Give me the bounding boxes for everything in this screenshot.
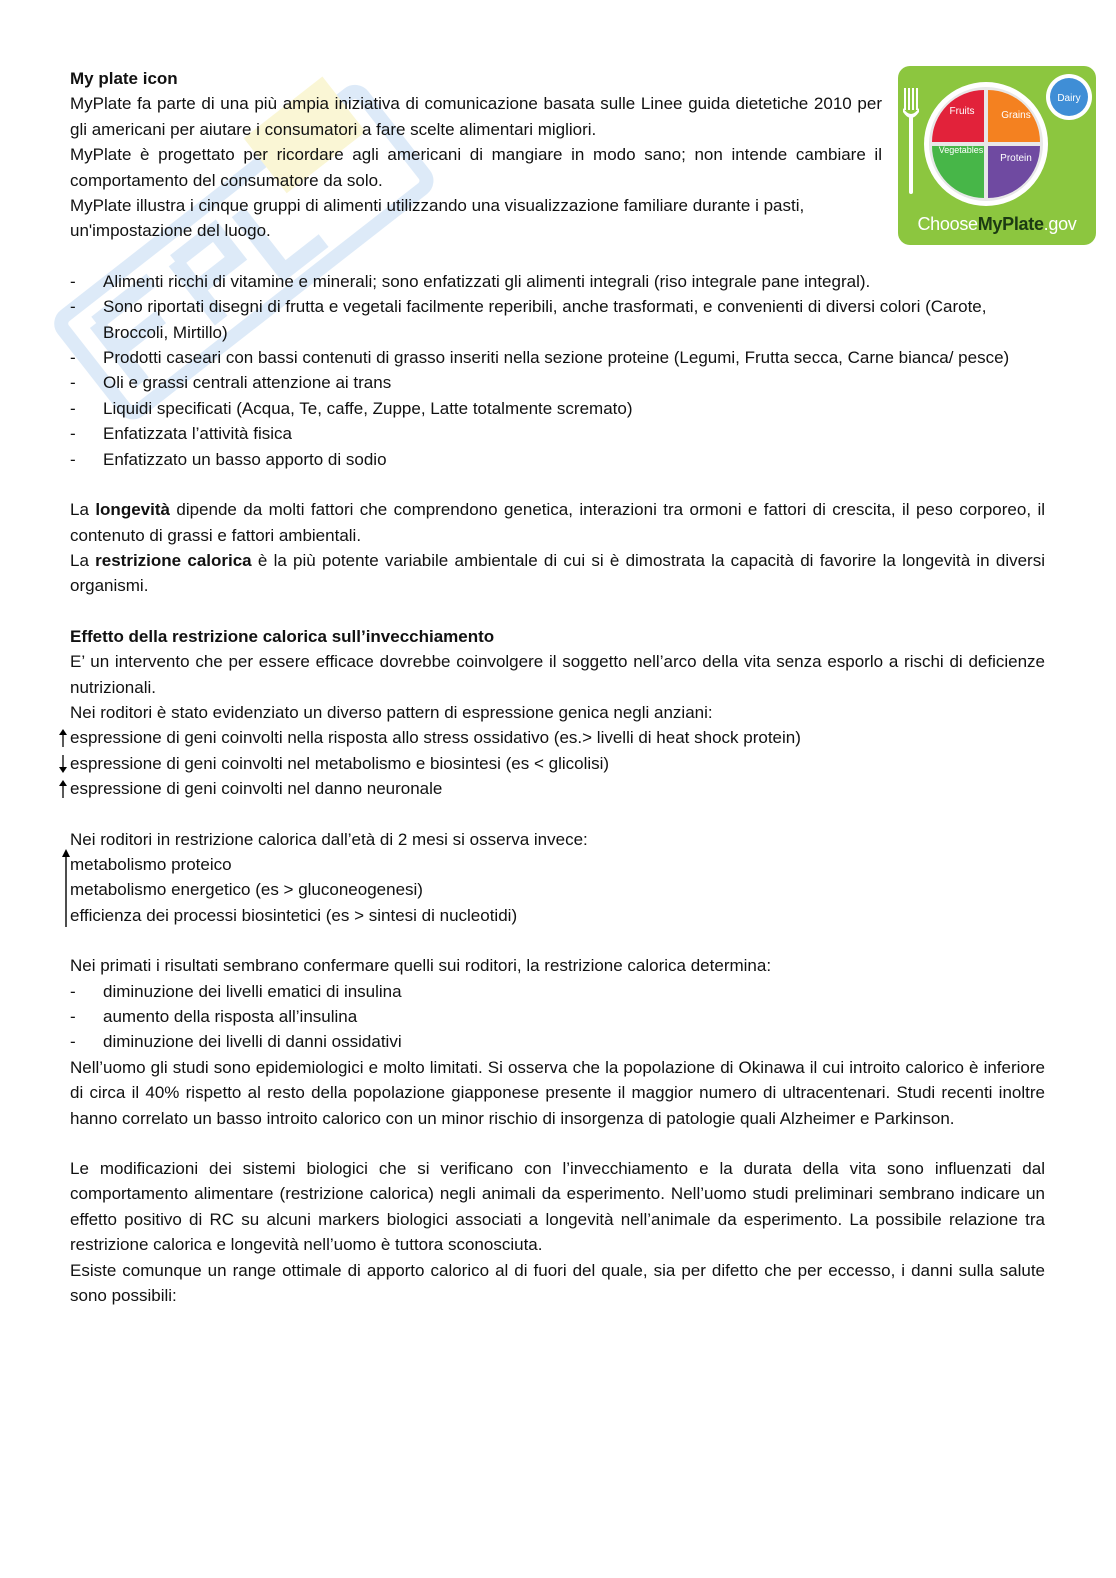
fruits-label: Fruits [949, 106, 975, 117]
rc-effect-item: efficienza dei processi biosintetici (es > sintesi di nucleotidi) [70, 905, 518, 925]
paragraph: E’ un intervento che per essere efficace dovrebbe coinvolgere il soggetto nell’arco della vita senza esporlo a rischi di deficienze nutrizionali. [70, 652, 1045, 697]
caloric-restriction-paragraph: La restrizione calorica è la più potente variabile ambientale di cui si è dimostrata la capacità di favorire la longevità in diversi organismi. [70, 550, 1045, 596]
paragraph: Nei primati i risultati sembrano confermare quelli sui roditori, la restrizione calorica determina: [70, 956, 772, 976]
list-item: - Liquidi specificati (Acqua, Te, caffe, Zuppe, Latte totalmente scremato) [70, 396, 1045, 421]
myplate-graphic [898, 66, 1096, 216]
arrow-up-icon [58, 779, 68, 799]
list-item: - Prodotti caseari con bassi contenuti di grasso inseriti nella sezione proteine (Legumi, Frutta secca, Carne bianca/ pesce) [70, 345, 1045, 370]
primates-list [70, 979, 1045, 1055]
intro-paragraph: MyPlate illustra i cinque gruppi di alimenti utilizzando una visualizzazione familiare durante i pasti, un'impostazione del luogo. [70, 196, 805, 241]
longevity-paragraph: La longevità dipende da molti fattori che comprendono genetica, interazioni tra ormoni e fattori di crescita, il peso corporeo, il contenuto di grassi e fattori ambientali. [70, 500, 1046, 545]
list-item: - Enfatizzato un basso apporto di sodio [70, 447, 1045, 472]
list-item: - diminuzione dei livelli ematici di insulina [70, 979, 1045, 1004]
list-item: - Enfatizzata l’attività fisica [70, 421, 1045, 446]
guidelines-list [70, 269, 1045, 472]
keyword-longevity: longevità [95, 500, 170, 520]
grains-label: Grains [1001, 110, 1031, 121]
paragraph: Nell’uomo gli studi sono epidemiologici e molto limitati. Si osserva che la popolazione di Okinawa il cui introito calorico è inferiore di circa il 40% rispetto al resto della popolazione giapponese presente il maggior numero di ultracentenari. Studi recenti inoltre hanno correlato un basso introito calorico con un minor rischio di insorgenza di patologie quali Alzheimer e Parkinson. [70, 1057, 1045, 1128]
protein-label: Protein [1000, 153, 1032, 164]
document-body [70, 66, 1045, 1308]
rc-effects-block [70, 852, 1045, 928]
list-item: - Sono riportati disegni di frutta e vegetali facilmente reperibili, anche trasformati, e convenienti di diversi colori (Carote, Broccoli, Mirtillo) [70, 294, 1045, 345]
paragraph: Esiste comunque un range ottimale di apporto calorico al di fuori del quale, sia per difetto che per eccesso, i danni sulla salute sono possibili: [70, 1260, 1045, 1306]
paragraph: Le modificazioni dei sistemi biologici che si verificano con l’invecchiamento e la durata della vita sono influenzati dal comportamento alimentare (restrizione calorica) negli animali da esperimento. Nell’uomo studi preliminari sembrano indicare un effetto positivo di RC su alcuni markers biologici associati a longevità nell’animale da esperimento. La possibile relazione tra restrizione calorica e longevità nell’uomo è tuttora sconosciuta. [70, 1159, 1045, 1255]
arrow-up-icon [58, 728, 68, 748]
intro-paragraph: MyPlate è progettato per ricordare agli americani di mangiare in modo sano; non intende cambiare il comportamento del consumatore da solo. [70, 145, 882, 190]
gene-item-up [70, 725, 1045, 750]
list-item: - Alimenti ricchi di vitamine e minerali; sono enfatizzati gli alimenti integrali (riso integrale pane integral). [70, 269, 1045, 294]
list-item: - Oli e grassi centrali attenzione ai trans [70, 370, 1045, 395]
intro-paragraph: MyPlate fa parte di una più ampia iniziativa di comunicazione basata sulle Linee guida dietetiche 2010 per gli americani per aiutare i consumatori a fare scelte alimentari migliori. [70, 94, 882, 139]
gene-text: espressione di geni coinvolti nel danno neuronale [70, 779, 443, 799]
rc-effect-item: metabolismo proteico [70, 854, 232, 874]
vegetables-label: Vegetables [938, 145, 984, 155]
intro-block [70, 91, 882, 243]
page-title: My plate icon [70, 69, 178, 88]
myplate-logo [898, 66, 1096, 245]
keyword-caloric-restriction: restrizione calorica [95, 550, 252, 570]
rc-effect-item: metabolismo energetico (es > gluconeogenesi) [70, 880, 423, 900]
arrow-up-icon [61, 848, 71, 928]
paragraph: Nei roditori è stato evidenziato un diverso pattern di espressione genica negli anziani: [70, 702, 713, 722]
dairy-label: Dairy [1057, 93, 1081, 104]
paragraph: Nei roditori in restrizione calorica dall’età di 2 mesi si osserva invece: [70, 829, 588, 849]
gene-item-down [70, 751, 1045, 776]
list-item: - diminuzione dei livelli di danni ossidativi [70, 1029, 1045, 1054]
list-item: - aumento della risposta all’insulina [70, 1004, 1045, 1029]
gene-text: espressione di geni coinvolti nella risposta allo stress ossidativo (es.> livelli di heat shock protein) [70, 728, 801, 748]
logo-brand-text: ChooseMyPlate.gov [917, 214, 1077, 234]
section-heading: Effetto della restrizione calorica sull’invecchiamento [70, 626, 495, 646]
gene-text: espressione di geni coinvolti nel metabolismo e biosintesi (es < glicolisi) [70, 753, 610, 773]
gene-item-up [70, 776, 1045, 801]
fork-icon [903, 88, 919, 194]
arrow-down-icon [58, 754, 68, 774]
